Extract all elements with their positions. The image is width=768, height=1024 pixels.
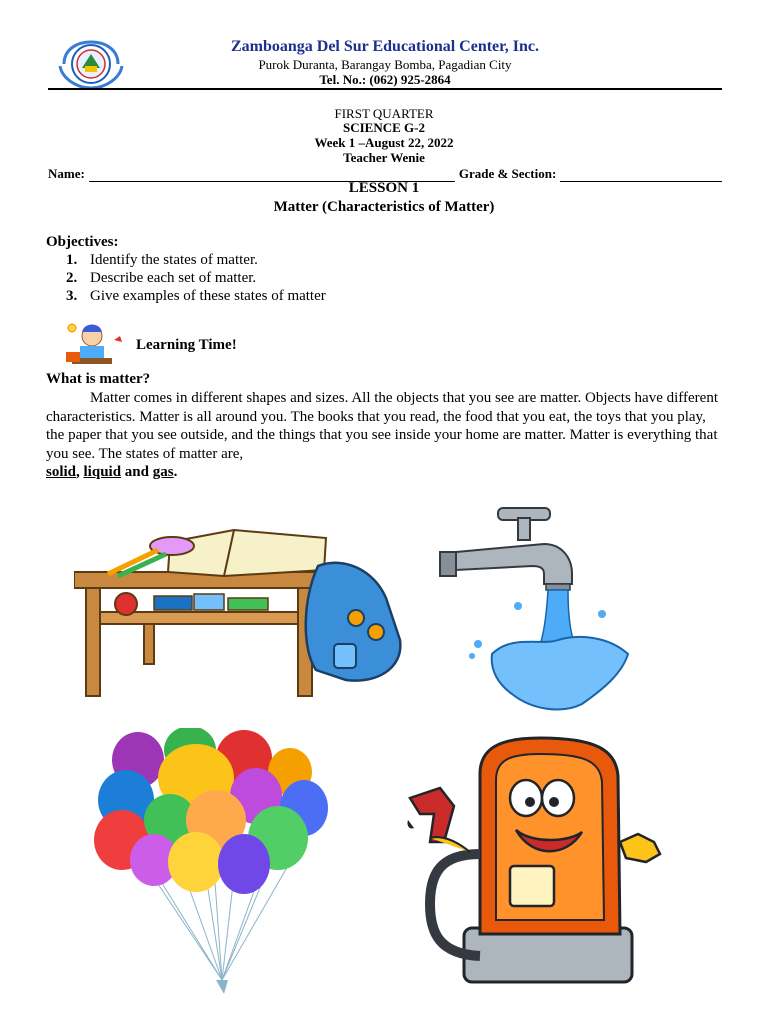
lesson-number: LESSON 1 bbox=[348, 180, 420, 196]
balloons-icon bbox=[94, 728, 330, 998]
objective-item: 3. Give examples of these states of matter bbox=[66, 288, 326, 304]
school-telephone: Tel. No.: (062) 925-2864 bbox=[319, 72, 451, 87]
quarter-label: FIRST QUARTER bbox=[334, 106, 434, 121]
school-address: Purok Duranta, Barangay Bomba, Pagadian City bbox=[258, 57, 512, 72]
school-name: Zamboanga Del Sur Educational Center, Inc. bbox=[230, 38, 540, 55]
term-solid: solid bbox=[46, 464, 77, 480]
objectives-list bbox=[66, 251, 326, 305]
objective-item: 2. Describe each set of matter. bbox=[66, 270, 257, 286]
lesson-title: Matter (Characteristics of Matter) bbox=[273, 199, 495, 215]
header-divider bbox=[48, 88, 722, 90]
student-reading-icon bbox=[62, 320, 128, 372]
school-logo bbox=[56, 38, 126, 90]
objectives-heading: Objectives: bbox=[46, 234, 119, 250]
teacher-label: Teacher Wenie bbox=[343, 150, 425, 165]
learning-time-label: Learning Time! bbox=[136, 337, 237, 353]
week-label: Week 1 –August 22, 2022 bbox=[314, 135, 454, 150]
matter-paragraph: Matter comes in different shapes and sizes. All the objects that you see are matter. Objects have different characteristics. Matter is all around you. The books that you read, the food that you eat, the toys that you play, the paper that you see outside, and the things that you see inside your home are matter. Matter is everything that you see. The states of matter are, solid, liquid and gas. bbox=[46, 390, 718, 480]
grade-section-label: Grade & Section: bbox=[458, 166, 557, 181]
gas-pump-icon bbox=[400, 734, 668, 996]
desk-with-books-and-backpack-icon bbox=[74, 520, 408, 706]
name-label: Name: bbox=[48, 166, 85, 181]
subject-label: SCIENCE G-2 bbox=[343, 120, 425, 135]
term-gas: gas bbox=[152, 464, 174, 480]
term-liquid: liquid bbox=[83, 464, 122, 480]
objective-item: 1. Identify the states of matter. bbox=[66, 252, 258, 268]
faucet-with-water-icon bbox=[432, 504, 638, 716]
what-is-matter-heading: What is matter? bbox=[46, 371, 151, 387]
matter-paragraph-text: Matter comes in different shapes and sizes. All the objects that you see are matter. Objects have different characteristics. Matter is all around you. The books that you read, the food that you eat, the toys that you play, the paper that you see outside, and the things that you see inside your home are matter. Matter is everything that you see. The states of matter are, bbox=[46, 390, 718, 462]
